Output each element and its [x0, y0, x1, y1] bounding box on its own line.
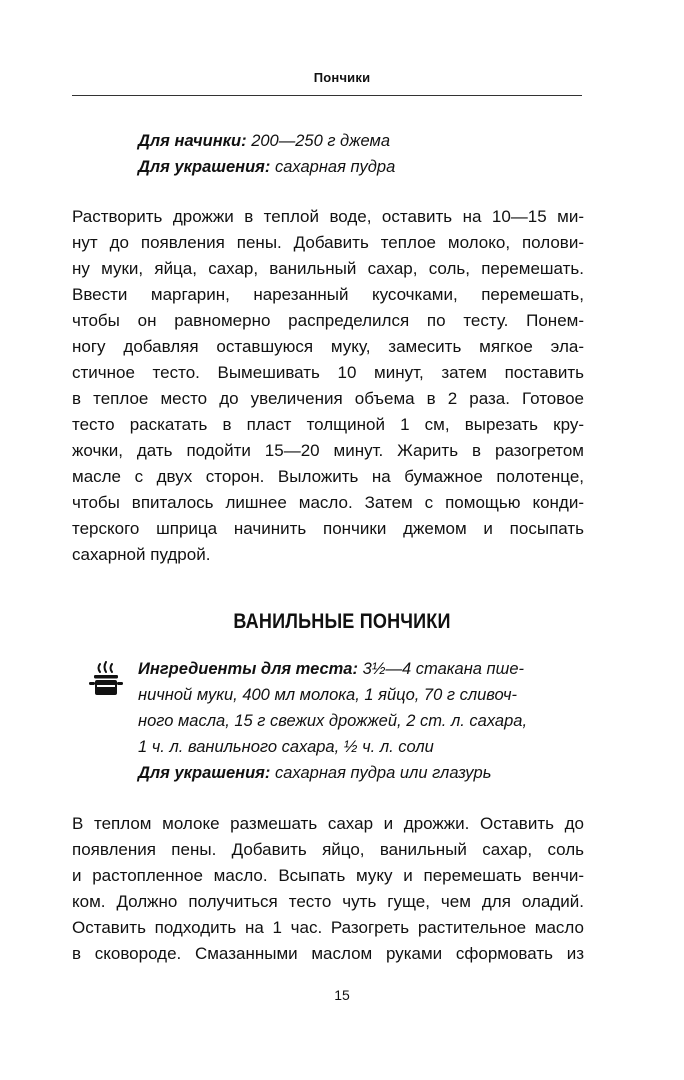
dough-line: 1 ч. л. ванильного сахара, ½ ч. л. соли	[138, 738, 434, 756]
recipe1-ingredients	[138, 128, 588, 180]
decor-value: сахарная пудра или глазурь	[270, 764, 492, 782]
method-line: Растворить дрожжи в теплой воде, оставить на 10—15 ми-	[72, 207, 584, 226]
dough-label: Ингредиенты для теста:	[138, 660, 358, 678]
method-line: ногу добавляя оставшуюся муку, замесить мягкое эла-	[72, 337, 584, 356]
method-line: терского шприца начинить пончики джемом и посыпать	[72, 519, 584, 538]
method-line: тесто раскатать в пласт толщиной 1 см, вырезать кру-	[72, 415, 584, 434]
header-rule	[72, 95, 582, 96]
decor-line	[138, 760, 588, 786]
method-line: масле с двух сторон. Выложить на бумажное полотенце,	[72, 467, 584, 486]
page-number: 15	[334, 987, 350, 1003]
method-line: чтобы он равномерно распределился по тесту. Понем-	[72, 311, 584, 330]
decor-line	[138, 154, 588, 180]
method-line: чтобы впиталось лишнее масло. Затем с помощью конди-	[72, 493, 584, 512]
method-line: в теплое место до увеличения объема в 2 раза. Готовое	[72, 389, 584, 408]
method-line: нут до появления пены. Добавить теплое молоко, полови-	[72, 233, 584, 252]
decor-value: сахарная пудра	[270, 158, 396, 176]
method-line: жочки, дать подойти 15—20 минут. Жарить в разогретом	[72, 441, 584, 460]
method-line: В теплом молоке размешать сахар и дрожжи. Оставить до	[72, 814, 584, 833]
method-line: ком. Должно получиться тесто чуть гуще, чем для оладий.	[72, 892, 584, 911]
dough-line	[138, 656, 588, 682]
dough-line: ничной муки, 400 мл молока, 1 яйцо, 70 г сливоч-	[138, 686, 518, 704]
running-head: Пончики	[313, 70, 371, 85]
recipe-title: ВАНИЛЬНЫЕ ПОНЧИКИ	[233, 610, 451, 633]
filling-line	[138, 128, 588, 154]
method-line: стичное тесто. Вымешивать 10 минут, затем поставить	[72, 363, 584, 382]
method-line: ну муки, яйца, сахар, ванильный сахар, соль, перемешать.	[72, 259, 584, 278]
pot-icon	[86, 661, 126, 701]
filling-value: 200—250 г джема	[246, 132, 391, 150]
method-line: и растопленное масло. Всыпать муку и перемешать венчи-	[72, 866, 584, 885]
recipe2-method	[72, 811, 584, 967]
decor-label: Для украшения:	[138, 764, 271, 782]
method-line: в сковороде. Смазанными маслом руками сформовать из	[72, 944, 584, 963]
dough-value: 3½—4 стакана пше-	[357, 660, 525, 678]
filling-label: Для начинки:	[138, 132, 247, 150]
method-line: Оставить подходить на 1 час. Разогреть растительное масло	[72, 918, 584, 937]
method-line: появления пены. Добавить яйцо, ванильный сахар, соль	[72, 840, 584, 859]
decor-label: Для украшения:	[138, 158, 271, 176]
method-line: сахарной пудрой.	[72, 545, 211, 564]
recipe1-method	[72, 204, 584, 568]
recipe2-ingredients	[138, 656, 588, 786]
dough-line: ного масла, 15 г свежих дрожжей, 2 ст. л. сахара,	[138, 712, 528, 730]
method-line: Ввести маргарин, нарезанный кусочками, перемешать,	[72, 285, 584, 304]
